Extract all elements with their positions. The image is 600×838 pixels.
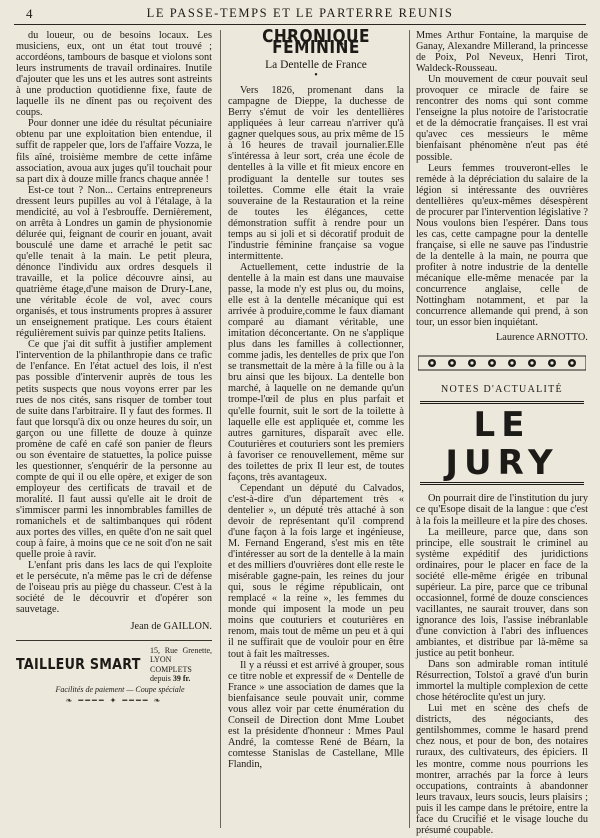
ornament-band (416, 353, 588, 376)
section-label: NOTES D'ACTUALITÉ (441, 384, 563, 396)
paragraph: L'enfant pris dans les lacs de qui l'exploite et le persécute, n'a même pas le cri de défense de l'oiseau pris au piège du chasseur. C'est à la société de le découvrir et d'opérer son sauvetage. (16, 560, 212, 616)
journal-title: LE PASSE-TEMPS ET LE PARTERRE REUNIS (146, 6, 454, 20)
paragraph: Pour donner une idée du résultat pécuniaire obtenu par une exploitation bien entendue, il suffit de rappeler que, lors de l'affaire Vozza, le fils aîné, troisième membre de cette infâme association, avoua aux juges qu'il touchait pour sa part dix à douze mille francs chaque année ! (16, 118, 212, 185)
paragraph: Un mouvement de cœur pouvait seul provoquer ce miracle de faire se rencontrer des noms qui sont comme l'enseigne la plus notoire de l'aristocratie et de la démocratie françaises. Il est vrai qu'avec ces messieurs le même bienfaisant phénomène n'eut pas été possible. (416, 74, 588, 163)
headline: LE JURY (420, 401, 584, 485)
ornament-dash: ❧ ━━━━ ✦ ━━━━ ❧ (65, 695, 163, 705)
column-left (16, 30, 212, 706)
page-number: 4 (26, 6, 33, 21)
ad-line2: COMPLETS depuis (150, 664, 192, 684)
paragraph: Il y a réussi et est arrivé à grouper, sous ce titre noble et expressif de « Dentelle de France » une association de dames que la bienfaisance seule pouvait unir, comme vous allez voir par cette énumération du Conseil de Direction dont Mme Loubet est la présidente d'honneur : Mmes Paul André, la comtesse René de Béarn, la comtesse Stanislas de Castellane, Mlle Flandin, (228, 659, 404, 770)
ornament-icon (418, 353, 586, 373)
paragraph: Leurs femmes trouveront-elles le remède à la dépréciation du salaire de la légion si intéressante des ouvrières dentellières qu'eux-mêmes désespèrent de procurer par l'intervention législative ? Nous voulons bien l'espérer. Dans tous les cas, cette campagne pour la dentelle française, si elle ne sauve pas l'industrie de la dentelle à la main, ne pourra que profiter à notre industrie de la dentelle mécanique elle-même menacée par la concurrence anglaise, celle de Nottingham notamment, et par la concurrence allemande qui prend, à son tour, un essor bien inquiétant. (416, 162, 588, 329)
paragraph: du loueur, ou de besoins locaux. Les musiciens, eux, ont un état tout trouvé ; accordéons, tambours de basque et violons sont leurs instruments de travail ordinaires. Inutile d'ajouter que les uns et les autres sont astreints à une production quotidienne fixe, faute de laquelle ils ne dînent pas ou reçoivent des coups. (16, 30, 212, 119)
paragraph: On pourrait dire de l'institution du jury ce qu'Esope disait de la langue : que c'est à la fois la meilleure et la pire des choses. (416, 493, 588, 527)
paragraph: Actuellement, cette industrie de la dentelle à la main est dans une mauvaise passe, la mode n'y est plus ou, du moins, elle est à la dentelle mécanique qui est arrivée à produire,comme le faux diamant comparé au diamant véritable, une imitation déconcertante. On ne s'applique plus dans les familles à collectionner, comme jadis, les dentelles de prix que l'on se transmettait de la mère à la fille ou à la bru ainsi que les bijoux. La dentelle bon marché, à laquelle on ne demande qu'un trompe-l'œil de plus en plus parfait et qu'elle fournit, suit le sort de la toilette à laquelle elle est appliquée et, comme les autres garnitures, disparaît avec elle. Couturières et couturiers sont les premiers à favoriser ce renouvellement, même sur des toilettes de prix Il leur est, de toutes façons, très avantageux. (228, 261, 404, 483)
article-signature: Laurence ARNOTTO. (496, 332, 588, 344)
ad-price: 39 fr. (172, 674, 191, 684)
column-divider (220, 30, 221, 828)
column-divider (409, 30, 410, 828)
chronicle-subtitle: La Dentelle de France (265, 59, 367, 72)
ad-tagline: Facilités de paiement — Coupe spéciale (55, 684, 185, 694)
paragraph: Cependant un député du Calvados, c'est-à-dire d'un département très « dentelier », un député très attaché à son devoir de représentant qu'il comprend d'une façon à la fois large et ingénieuse, M. Fernand Engerand, s'est mis en tête d'intéresser au sort de la dentelle à la main et des milliers d'ouvrières dont elle reste le misérable gagne-pain, les reines du jour qui, sous le régime républicain, ont remplacé « la reine », les femmes du monde qui imposent la mode un peu moins que couturiers et couturières en renom, mais tout de même un peu et à qui il ne suffirait que de vouloir pour en être tout à fait les maîtresses. (228, 482, 404, 660)
paragraph: Vers 1826, promenant dans la campagne de Dieppe, la duchesse de Berry s'émut de voir les dentellières appliquées à leur carreau n'arriver qu'à gagner quelques sous, au prix même de 15 à 16 heures de travail journalier.Elle s'intéressa à leur sort, créa une école de dentelles à la ville et fit mieux encore en prodiguant la dentelle sur toutes ses toilettes. Comme elle était la vraie souveraine de la Restauration et la reine de toutes les élégances, cette démonstration suffit à rendre pour un temps au si joli et si décoratif produit de l'industrie féminine française sa vogue intermittente. (228, 85, 404, 262)
column-right (416, 30, 588, 836)
paragraph: Est-ce tout ? Non... Certains entrepreneurs dressent leurs pupilles au vol à l'étalage, à la mendicité, au vol à l'esbrouffe. Dernièrement, on arrêta à Londres un gamin de physionomie délurée qui, feignant de courir en jouant, avait bousculé une dame et arraché le petit sac qu'elle tenait à la main. Le petit pleura, dénonce l'individu aux ordres desquels il travaille, et la police découvre ainsi, au quatrième étage,d'une maison de Drury-Lane, une véritable école de vol, avec cours organisés, et tous instruments propres à assurer un enseignement pratique. Les cours étaient régulièrement suivis par quinze petits Italiens. (16, 184, 212, 340)
ad-info (150, 646, 212, 684)
header-rule (14, 24, 586, 25)
paragraph: Mmes Arthur Fontaine, la marquise de Ganay, Alexandre Millerand, la princesse de Poix, Pol Neveux, Henri Tirot, Waldeck-Rousseau. (416, 30, 588, 75)
column-middle (228, 27, 404, 770)
paragraph: Lui met en scène des chefs de districts, des négociants, des gentilshommes, comme le hasard prend chez nous, et pour de bon, des notaires ruraux, des cultivateurs, des épiciers. Il les montre, comme nous pourrions les montrer, arrachés par la force à leurs occupations, contraints à abandonner leurs travaux, leurs soucis, leurs plaisirs ; puis il les campe dans le prétoire, entre la face du Crucifié et le visage louche du présumé coupable. (416, 703, 588, 836)
paragraph: Dans son admirable roman intitulé Résurrection, Tolstoï a gravé d'un burin immortel la multiple complexion de cette chose hétéroclite qu'est un jury. (416, 659, 588, 704)
ad-brand: TAILLEUR SMART (16, 655, 141, 673)
separator-dot: • (314, 70, 318, 82)
ad-offer (150, 665, 212, 684)
article-signature: Jean de GAILLON. (130, 621, 212, 633)
page-header (14, 4, 586, 24)
chronicle-title: CHRONIQUE FÉMININE (262, 27, 370, 59)
ad-address: 15, Rue Grenette, LYON (150, 645, 212, 665)
paragraph: La meilleure, parce que, dans son principe, elle soustrait le criminel au système expéditif des juridictions ordinaires, pour le placer en face de la société elle-même érigée en tribunal supérieur. La pire, parce que ce tribunal occasionnel, formé de douze consciences vacillantes, ne saurait trouver, dans son ignorance des lois, l'assise inébranlable d'une conviction à l'abri des influences ambiantes, et distribue par là-même sa justice au petit bonheur. (416, 526, 588, 660)
paragraph: Ce que j'ai dit suffit à justifier amplement l'intervention de la philanthropie dans ce trafic de l'enfance. En l'état actuel des lois, il n'est pas possible d'intervenir auprès de tous les petits suspects que nous voyons errer par les rues de nos cités, sans risquer de tomber tout de suite dans l'arbitraire. Il y faut des formes. Il faut que lorsqu'à dix ou onze heures du soir, un garçon ou une fillette de douze à quinze promène de café en café son panier de fleurs ou son éventaire de statuettes, la police puisse les questionner, s'enquérir de la personne au compte de qui il ou elle opère, et exiger de son employeur des certificats de travail et de moralité. Il faut aussi qu'elle ait le droit de s'immiscer parmi les innombrables familles de romanichels et de saltimbanques qui rôdent aux portes des villes, en quête d'on ne sait quel coup à faire, à moins que ce ne soit d'on ne sait quelle proie à ravir. (16, 339, 212, 561)
tailor-advertisement (16, 640, 212, 684)
